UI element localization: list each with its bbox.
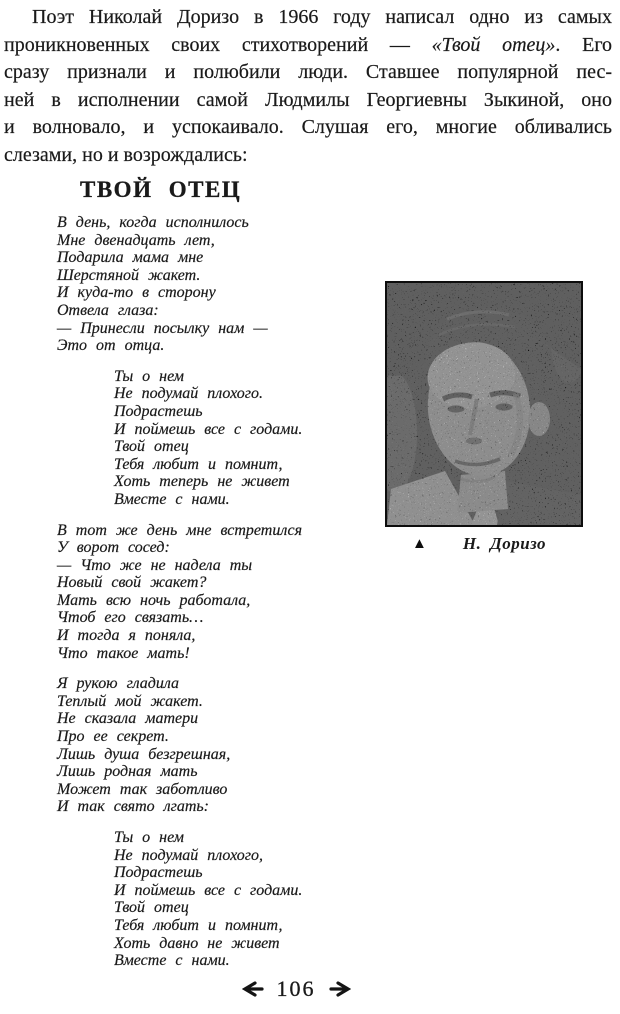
intro-text-segment: проникновенных своих стихотворений — [4, 33, 432, 56]
poem-line: Тебя любит и помнит, [114, 916, 283, 934]
poem-line: В день, когда исполнилось [57, 214, 249, 231]
poem-line: Что такое мать! [57, 644, 190, 662]
portrait-photo [385, 281, 583, 527]
poem-line: Подарила мама мне [57, 249, 204, 267]
poem-line: И куда-то в сторону [57, 284, 216, 302]
poem-line: В тот же день мне встретился [57, 521, 303, 539]
intro-line [4, 114, 612, 142]
poem-line: Твой отец [114, 438, 189, 456]
poem-line: Подрастешь [114, 864, 203, 882]
poem-line: Тебя любит и помнит, [114, 455, 283, 473]
poem-title-inline-reference: «Твой отец» [431, 33, 556, 56]
intro-text-segment: Поэт Николай Доризо в 1966 году написал одно из самых [32, 6, 612, 28]
poem-line: Лишь родная мать [57, 763, 198, 781]
poem-line: — Что же не надела ты [57, 556, 253, 574]
poem-line: Вместе с нами. [114, 952, 230, 970]
left-arrow-icon [242, 981, 264, 997]
poem-line: Лишь душа безгрешная, [57, 745, 231, 763]
book-page [0, 4, 620, 1014]
poem-line: И поймешь все с годами. [114, 881, 303, 899]
poem-line: Не подумай плохого. [114, 385, 264, 403]
intro-text-segment: и волновало, и успокаивало. Слушая его, многие обливались [4, 116, 612, 138]
poem-line: Чтоб его связать… [57, 609, 204, 627]
poem-line: — Принесли посылку нам — [57, 319, 268, 337]
poem-line: Хоть давно не живет [114, 934, 280, 952]
intro-text-segment: ней в исполнении самой Людмилы Георгиевны Зыкиной, оно [4, 88, 612, 111]
poem-stanza [114, 829, 620, 970]
poem-line: Новый свой жакет? [57, 574, 207, 592]
intro-line [4, 32, 612, 60]
poem-line: Ты о нем [114, 367, 185, 385]
poem-title: ТВОЙ ОТЕЦ [80, 177, 242, 202]
poem-line: И тогда я поняла, [57, 627, 196, 645]
poem-line: Мне двенадцать лет, [57, 231, 215, 249]
poem-line: Вместе с нами. [114, 490, 230, 508]
poem-line: Ты о нем [114, 829, 185, 846]
poem-line: Шерстяной жакет. [57, 266, 201, 284]
poem-line: Это от отца. [57, 337, 165, 355]
poem-line: Я рукою гладила [57, 675, 180, 693]
intro-line [4, 142, 612, 170]
photo-caption-text: Н. Доризо [462, 534, 547, 553]
poem-line: Мать всю ночь работала, [57, 591, 251, 609]
right-arrow-icon [329, 981, 351, 997]
poem-stanza [57, 675, 620, 816]
poem-line: Отвела глаза: [57, 301, 159, 319]
poem-line: Твой отец [114, 899, 189, 917]
poem-line: И поймешь все с годами. [114, 420, 303, 438]
poem-line: У ворот сосед: [57, 539, 170, 557]
intro-line [4, 59, 612, 87]
poem-line: Хоть теперь не живет [114, 473, 290, 491]
intro-text-segment: . Его [555, 33, 613, 56]
intro-line [4, 4, 612, 32]
poem-line: Про ее секрет. [57, 728, 169, 746]
page-footer [0, 976, 606, 1002]
intro-text-segment: сразу признали и полюбили люди. Ставшее популярной пес- [4, 61, 612, 83]
poem-line: И так свято лгать: [57, 798, 209, 816]
portrait-image [387, 283, 581, 525]
poem-line: Может так заботливо [57, 780, 228, 798]
intro-text-segment: слезами, но и возрождались: [4, 143, 248, 166]
poem-line: Теплый мой жакет. [57, 692, 203, 710]
triangle-marker-icon: ▲ [412, 535, 427, 552]
photo-caption [385, 533, 583, 555]
intro-line [4, 87, 612, 115]
poem-line: Подрастешь [114, 402, 203, 420]
poem-line: Не сказала матери [57, 710, 199, 728]
page-number: 106 [276, 976, 316, 1001]
intro-paragraph [4, 4, 612, 169]
poem-line: Не подумай плохого, [114, 846, 264, 864]
